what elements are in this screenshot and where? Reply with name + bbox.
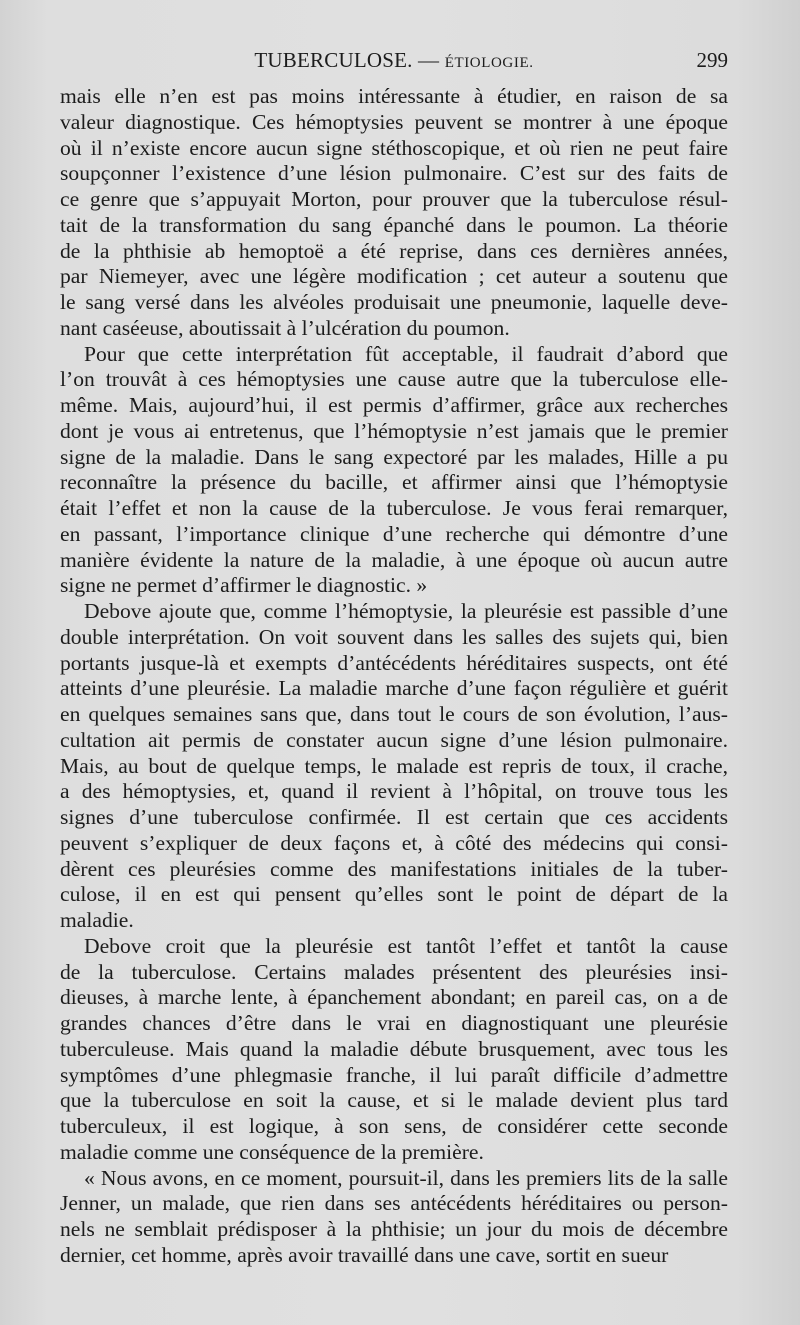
text-line: de la tuberculose. Certains malades présentent des pleurésies insi- [60, 959, 728, 984]
text-line: atteints d’une pleurésie. La maladie marche d’une façon régulière et guérit [60, 676, 728, 701]
text-line: en quelques semaines sans que, dans tout le cours de son évolution, l’aus- [60, 702, 728, 726]
running-header [60, 48, 728, 78]
text-line: signe de la maladie. Dans le sang expectoré par les malades, Hille a pu [60, 444, 728, 469]
text-line: dernier, cet homme, après avoir travaillé dans une cave, sortit en sueur [60, 1242, 669, 1267]
text-line: même. Mais, aujourd’hui, il est permis d’affirmer, grâce aux recherches [60, 393, 728, 417]
text-line: nels ne semblait prédisposer à la phthisie; un jour du mois de décembre [60, 1217, 728, 1241]
text-line: en passant, l’importance clinique d’une recherche qui démontre d’une [60, 521, 728, 546]
text-line: signe ne permet d’affirmer le diagnostic. » [60, 573, 428, 598]
text-line: maladie. [60, 908, 134, 932]
paragraph [60, 84, 728, 342]
text-line: « Nous avons, en ce moment, poursuit-il, dans les premiers lits de la salle [84, 1165, 728, 1190]
text-line: symptômes d’une phlegmasie franche, il lui paraît difficile d’admettre [60, 1062, 728, 1087]
text-line: Debove ajoute que, comme l’hémoptysie, la pleurésie est passible d’une [84, 599, 728, 623]
text-line: le sang versé dans les alvéoles produisait une pneumonie, laquelle deve- [60, 290, 728, 314]
text-line: peuvent s’expliquer de deux façons et, à côté des médecins qui consi- [60, 830, 728, 855]
text-line: signes d’une tuberculose confirmée. Il est certain que ces accidents [60, 805, 728, 829]
text-line: Pour que cette interprétation fût acceptable, il faudrait d’abord que [84, 341, 728, 366]
text-line: dont je vous ai entretenus, que l’hémoptysie n’est jamais que le premier [60, 418, 728, 443]
text-line: dèrent ces pleurésies comme des manifestations initiales de la tuber- [60, 856, 728, 881]
paragraph [60, 1166, 728, 1269]
text-line: valeur diagnostique. Ces hémoptysies peuvent se montrer à une époque [60, 109, 728, 134]
text-line: tuberculeux, il est logique, à son sens, de considérer cette seconde [60, 1114, 728, 1138]
text-line: grandes chances d’être dans le vrai en diagnostiquant une pleurésie [60, 1011, 728, 1035]
text-line: maladie comme une conséquence de la première. [60, 1139, 484, 1164]
text-line: manière évidente la nature de la maladie, à une époque où aucun autre [60, 547, 728, 572]
text-line: ce genre que s’appuyait Morton, pour prouver que la tuberculose résul- [60, 187, 728, 211]
text-line: dieuses, à marche lente, à épanchement abondant; en pareil cas, on a de [60, 985, 728, 1010]
text-line: était l’effet et non la cause de la tuberculose. Je vous ferai remarquer, [60, 496, 728, 520]
paragraph [60, 342, 728, 600]
body-text [60, 84, 728, 1269]
text-line: de la phthisie ab hemoptoë a été reprise, dans ces dernières années, [60, 238, 728, 263]
running-title-section: ÉTIOLOGIE. [444, 55, 534, 71]
text-line: l’on trouvât à ces hémoptysies une cause autre que la tuberculose elle- [60, 367, 728, 392]
text-line: où il n’existe encore aucun signe stéthoscopique, et où rien ne peut faire [60, 135, 728, 160]
text-line: double interprétation. On voit souvent dans les salles des sujets qui, bien [60, 624, 728, 649]
text-line: tuberculeuse. Mais quand la maladie débute brusquement, avec tous les [60, 1036, 728, 1061]
text-line: Debove croit que la pleurésie est tantôt l’effet et tantôt la cause [84, 933, 728, 958]
text-line: portants jusque-là et exempts d’antécédents héréditaires suspects, ont été [60, 650, 728, 675]
text-line: soupçonner l’existence d’une lésion pulmonaire. C’est sur des faits de [60, 161, 728, 186]
running-title-main: TUBERCULOSE. [254, 48, 413, 72]
text-line: Jenner, un malade, que rien dans ses antécédents héréditaires ou person- [60, 1191, 728, 1216]
running-title [60, 48, 728, 73]
text-line: par Niemeyer, avec une légère modification ; cet auteur a soutenu que [60, 264, 728, 289]
text-line: culose, il en est qui pensent qu’elles sont le point de départ de la [60, 882, 728, 907]
text-line: reconnaître la présence du bacille, et affirmer ainsi que l’hémoptysie [60, 470, 728, 495]
text-line: que la tuberculose en soit la cause, et si le malade devient plus tard [60, 1088, 728, 1113]
text-line: a des hémoptysies, et, quand il revient à l’hôpital, on trouve tous les [60, 779, 728, 804]
text-line: Mais, au bout de quelque temps, le malade est repris de toux, il crache, [60, 753, 728, 778]
paragraph [60, 934, 728, 1166]
text-line: cultation ait permis de constater aucun signe d’une lésion pulmonaire. [60, 727, 728, 752]
paragraph [60, 599, 728, 934]
text-line: mais elle n’en est pas moins intéressante à étudier, en raison de sa [60, 84, 728, 108]
text-line: nant caséeuse, aboutissait à l’ulcération du poumon. [60, 315, 510, 340]
text-line: tait de la transformation du sang épanché dans le poumon. La théorie [60, 212, 728, 237]
page-number: 299 [696, 48, 728, 72]
running-title-dash: — [418, 48, 440, 72]
